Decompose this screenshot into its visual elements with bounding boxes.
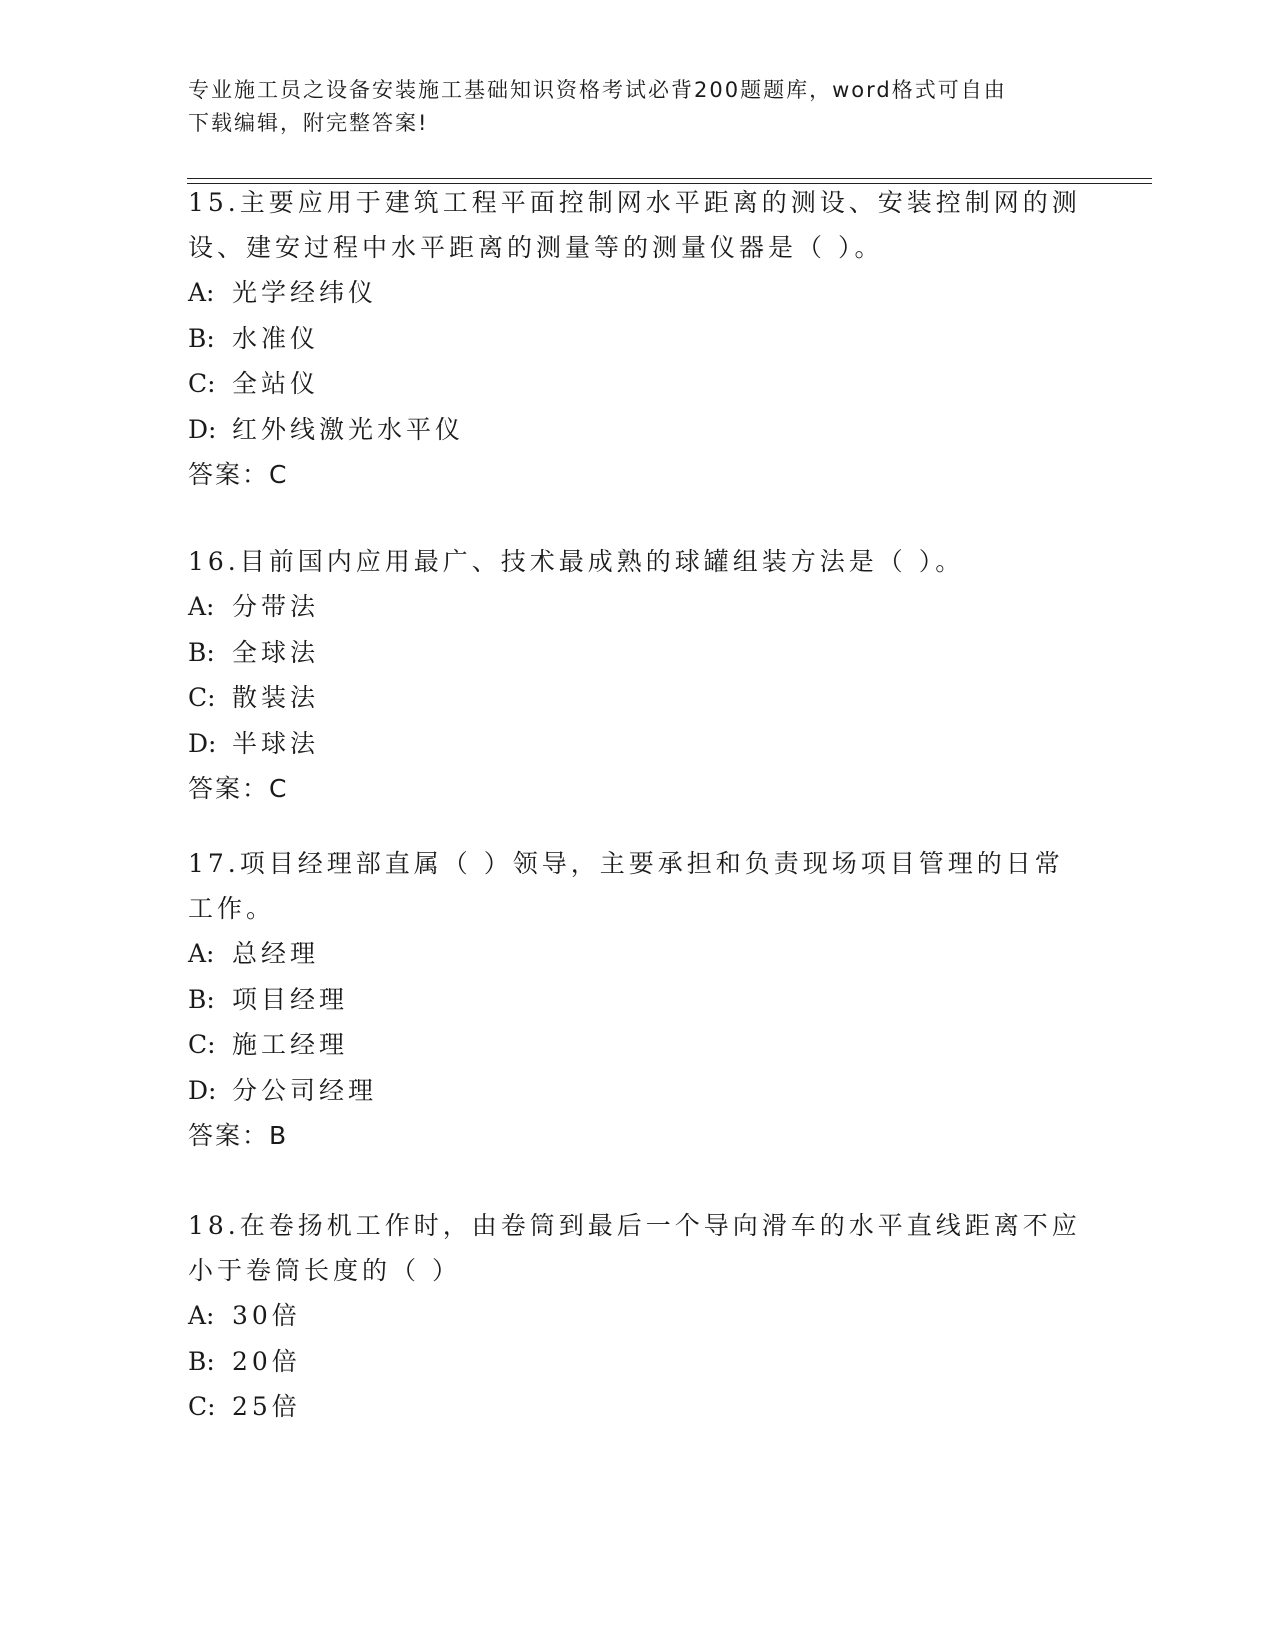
option-text: 30倍 [232,1301,301,1330]
answer-line: 答案：B [188,1121,289,1150]
option-a [188,270,1088,316]
option-text: 全球法 [232,637,320,667]
question-16 [188,539,1088,811]
option-b [188,630,1088,676]
option-text: 总经理 [232,939,320,968]
option-a [188,931,1088,977]
option-key: B: [188,323,215,353]
option-c [188,1022,1088,1068]
option-text: 分公司经理 [232,1075,378,1105]
question-text-line: 工作。 [188,894,276,923]
option-text: 水准仪 [232,323,320,353]
option-key: D: [188,1075,217,1105]
option-text: 20倍 [232,1346,301,1376]
question-text-line: 17.项目经理部直属（ ）领导，主要承担和负责现场项目管理的日常 [188,849,1064,878]
answer-line: 答案：C [188,460,289,489]
option-b [188,1339,1088,1385]
option-d [188,1068,1088,1114]
option-text: 光学经纬仪 [232,278,378,307]
option-d [188,407,1088,453]
option-c [188,675,1088,721]
question-15 [188,180,1088,497]
option-b [188,316,1088,362]
question-text-line: 18.在卷扬机工作时，由卷筒到最后一个导向滑车的水平直线距离不应 [188,1211,1081,1240]
option-key: D: [188,414,217,444]
option-key: A: [188,939,215,968]
option-text: 施工经理 [232,1030,349,1059]
option-key: C: [188,369,216,398]
option-text: 25倍 [232,1392,301,1421]
question-text-line: 16.目前国内应用最广、技术最成熟的球罐组装方法是（ ）。 [188,547,965,576]
question-18 [188,1203,1088,1430]
option-text: 分带法 [232,592,320,621]
answer-line: 答案：C [188,774,289,803]
option-b [188,977,1088,1023]
option-text: 半球法 [232,728,320,758]
option-key: B: [188,1346,215,1376]
option-key: C: [188,683,216,712]
option-key: B: [188,637,215,667]
question-text-line: 15.主要应用于建筑工程平面控制网水平距离的测设、安装控制网的测 [188,188,1081,217]
option-text: 项目经理 [232,984,349,1014]
option-key: D: [188,728,217,758]
header-line-1: 专业施工员之设备安装施工基础知识资格考试必背200题题库，word格式可自由 [188,78,1007,102]
option-key: B: [188,984,215,1014]
question-text-line: 设、建安过程中水平距离的测量等的测量仪器是（ ）。 [188,233,884,262]
option-key: A: [188,278,215,307]
option-key: A: [188,1301,215,1330]
question-17 [188,841,1088,1158]
document-header [188,74,1088,140]
header-line-2: 下载编辑，附完整答案! [188,111,429,135]
option-text: 全站仪 [232,369,320,398]
option-key: C: [188,1392,216,1421]
option-key: C: [188,1030,216,1059]
option-a [188,584,1088,630]
option-text: 散装法 [232,683,320,712]
option-c [188,1384,1088,1430]
option-c [188,361,1088,407]
option-a [188,1293,1088,1339]
question-text-line: 小于卷筒长度的（ ） [188,1256,461,1285]
option-key: A: [188,592,215,621]
option-text: 红外线激光水平仪 [232,414,465,444]
option-d [188,721,1088,767]
